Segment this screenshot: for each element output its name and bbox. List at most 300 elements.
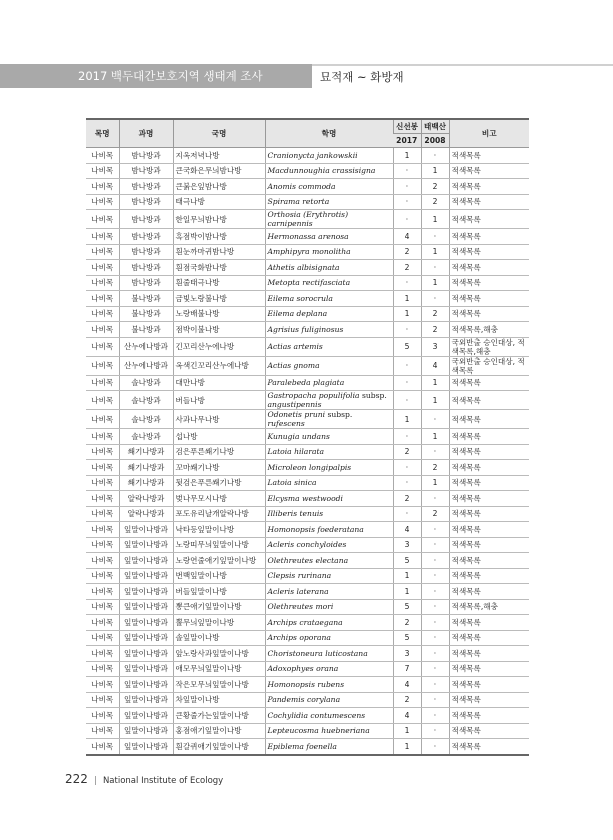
order-cell: 나비목 [86,337,119,356]
table-row [86,460,529,476]
scientific-name-cell: Lepteucosma huebneriana [265,723,393,739]
count-2008-cell: · [421,630,449,646]
table-row [86,723,529,739]
family-cell: 잎말이나방과 [119,599,173,615]
korean-name-cell: 점박이불나방 [173,322,265,338]
korean-name-cell: 작은모무늬잎말이나방 [173,677,265,693]
table-row [86,429,529,445]
scientific-name-cell: Eilema deplana [265,306,393,322]
table-row [86,444,529,460]
scientific-name-part: subsp. [327,410,353,419]
note-cell: 적색목록 [449,148,529,164]
table-row [86,410,529,429]
korean-name-cell: 태극나방 [173,194,265,210]
note-cell: 적색목록 [449,306,529,322]
scientific-name-part: rufescens [267,419,305,428]
family-cell: 밤나방과 [119,194,173,210]
note-cell: 적색목록 [449,475,529,491]
table-row [86,661,529,677]
korean-name-cell: 번백잎말이나방 [173,568,265,584]
family-cell: 잎말이나방과 [119,553,173,569]
scientific-name-cell: Amphipyra monolitha [265,244,393,260]
korean-name-cell: 버들잎말이나방 [173,584,265,600]
korean-name-cell: 뒷검은푸른쐐기나방 [173,475,265,491]
note-cell: 적색목록 [449,229,529,245]
scientific-name-cell: Acleris conchyloides [265,537,393,553]
family-cell: 잎말이나방과 [119,630,173,646]
family-cell: 솔나방과 [119,410,173,429]
table-row [86,615,529,631]
korean-name-cell: 지옥저녁나방 [173,148,265,164]
scientific-name-cell: Agrisius fuliginosus [265,322,393,338]
korean-name-cell: 검은푸른쐐기나방 [173,444,265,460]
count-2017-cell: 7 [393,661,421,677]
scientific-name-cell: Choristoneura luticostana [265,646,393,662]
family-cell: 밤나방과 [119,179,173,195]
species-table [86,118,529,756]
note-cell: 적색목록,해충 [449,322,529,338]
family-cell: 잎말이나방과 [119,522,173,538]
order-cell: 나비목 [86,599,119,615]
note-cell: 적색목록 [449,708,529,724]
scientific-name-cell: Latoia sinica [265,475,393,491]
note-cell: 적색목록 [449,661,529,677]
count-2008-cell: 1 [421,391,449,410]
count-2017-cell: 4 [393,708,421,724]
scientific-name-cell: Cranionycta jankowskii [265,148,393,164]
note-cell: 적색목록 [449,460,529,476]
scientific-name-part: subsp. [361,391,387,400]
count-2008-cell: 4 [421,356,449,375]
family-cell: 불나방과 [119,291,173,307]
order-cell: 나비목 [86,429,119,445]
scientific-name-cell: Homonopsis rubens [265,677,393,693]
count-2017-cell: · [393,356,421,375]
scientific-name-part: Odonetis pruni [267,410,326,419]
family-cell: 알락나방과 [119,506,173,522]
order-cell: 나비목 [86,375,119,391]
note-cell: 적색목록 [449,491,529,507]
scientific-name-part: angustipennis [267,400,322,409]
count-2017-cell: 2 [393,615,421,631]
order-cell: 나비목 [86,306,119,322]
count-2008-cell: · [421,537,449,553]
count-2008-cell: · [421,410,449,429]
table-row [86,229,529,245]
order-cell: 나비목 [86,723,119,739]
family-cell: 불나방과 [119,322,173,338]
count-2017-cell: 2 [393,692,421,708]
scientific-name-cell: Anomis commoda [265,179,393,195]
count-2017-cell: 5 [393,553,421,569]
family-cell: 밤나방과 [119,260,173,276]
count-2017-cell: 4 [393,677,421,693]
family-cell: 솔나방과 [119,429,173,445]
korean-name-cell: 섭나방 [173,429,265,445]
table-row [86,260,529,276]
scientific-name-cell: Macdunnoughia crassisigna [265,163,393,179]
family-cell: 잎말이나방과 [119,677,173,693]
header-site1: 신선봉 [393,119,421,134]
order-cell: 나비목 [86,677,119,693]
count-2008-cell: · [421,739,449,755]
header-scientific-name: 학명 [265,119,393,148]
family-cell: 쐐기나방과 [119,475,173,491]
table-row [86,194,529,210]
order-cell: 나비목 [86,475,119,491]
scientific-name-cell: Illiberis tenuis [265,506,393,522]
header-site2: 태백산 [421,119,449,134]
korean-name-cell: 벚나무모시나방 [173,491,265,507]
note-cell: 적색목록 [449,210,529,229]
note-cell: 적색목록 [449,291,529,307]
korean-name-cell: 한일무늬밤나방 [173,210,265,229]
scientific-name-cell: Adoxophyes orana [265,661,393,677]
note-cell: 적색목록 [449,429,529,445]
count-2008-cell: 1 [421,244,449,260]
scientific-name-cell: Microleon longipalpis [265,460,393,476]
report-title: 2017 백두대간보호지역 생태계 조사 [78,69,263,83]
family-cell: 알락나방과 [119,491,173,507]
order-cell: 나비목 [86,491,119,507]
table-row [86,275,529,291]
family-cell: 밤나방과 [119,229,173,245]
korean-name-cell: 대만나방 [173,375,265,391]
scientific-name-cell: Latoia hilarata [265,444,393,460]
header-site1-year: 2017 [393,134,421,148]
scientific-name-cell: Kunugia undans [265,429,393,445]
count-2008-cell: 2 [421,460,449,476]
table-row [86,568,529,584]
order-cell: 나비목 [86,646,119,662]
count-2008-cell: · [421,291,449,307]
count-2017-cell: · [393,179,421,195]
count-2017-cell: · [393,375,421,391]
count-2008-cell: 2 [421,179,449,195]
count-2008-cell: · [421,148,449,164]
korean-name-cell: 홍점애기잎말이나방 [173,723,265,739]
header-rule [312,64,613,66]
order-cell: 나비목 [86,522,119,538]
note-cell: 적색목록 [449,584,529,600]
note-cell: 국외반출 승인대상, 적색목록 [449,356,529,375]
count-2008-cell: 1 [421,275,449,291]
note-cell: 적색목록 [449,537,529,553]
order-cell: 나비목 [86,739,119,755]
order-cell: 나비목 [86,244,119,260]
count-2017-cell: 3 [393,646,421,662]
order-cell: 나비목 [86,210,119,229]
count-2008-cell: 2 [421,506,449,522]
family-cell: 잎말이나방과 [119,537,173,553]
count-2017-cell: · [393,506,421,522]
order-cell: 나비목 [86,410,119,429]
korean-name-cell: 사과나무나방 [173,410,265,429]
korean-name-cell: 긴꼬리산누에나방 [173,337,265,356]
header-korean-name: 국명 [173,119,265,148]
korean-name-cell: 차잎말이나방 [173,692,265,708]
order-cell: 나비목 [86,148,119,164]
note-cell: 적색목록 [449,506,529,522]
scientific-name-cell [265,410,393,429]
order-cell: 나비목 [86,391,119,410]
note-cell: 적색목록 [449,677,529,693]
scientific-name-cell: Athetis albisignata [265,260,393,276]
count-2008-cell: · [421,661,449,677]
korean-name-cell: 흰눈까마귀밤나방 [173,244,265,260]
family-cell: 잎말이나방과 [119,661,173,677]
scientific-name-cell: Paralebeda plagiata [265,375,393,391]
korean-name-cell: 큰국화은무늬밤나방 [173,163,265,179]
page-footer [65,772,223,786]
count-2008-cell: · [421,229,449,245]
korean-name-cell: 애모무늬잎말이나방 [173,661,265,677]
count-2017-cell: · [393,163,421,179]
korean-name-cell: 옥색긴꼬리산누에나방 [173,356,265,375]
family-cell: 잎말이나방과 [119,723,173,739]
korean-name-cell: 노랑띠무늬잎말이나방 [173,537,265,553]
table-row [86,244,529,260]
count-2017-cell: 3 [393,537,421,553]
korean-name-cell: 꼬마쐐기나방 [173,460,265,476]
scientific-name-cell: Spirama retorta [265,194,393,210]
table-row [86,291,529,307]
note-cell: 적색목록 [449,444,529,460]
page-number: 222 [65,772,88,786]
table-row [86,337,529,356]
count-2017-cell: 1 [393,306,421,322]
count-2017-cell: 2 [393,244,421,260]
order-cell: 나비목 [86,194,119,210]
header-family: 과명 [119,119,173,148]
table-row [86,522,529,538]
korean-name-cell: 앞노랑사과잎말이나방 [173,646,265,662]
family-cell: 잎말이나방과 [119,692,173,708]
table-row [86,692,529,708]
family-cell: 밤나방과 [119,148,173,164]
count-2017-cell: · [393,194,421,210]
note-cell: 적색목록 [449,723,529,739]
family-cell: 산누에나방과 [119,356,173,375]
count-2017-cell: 4 [393,522,421,538]
table-row [86,322,529,338]
count-2008-cell: · [421,584,449,600]
count-2008-cell: 1 [421,163,449,179]
table-row [86,163,529,179]
count-2017-cell: 2 [393,491,421,507]
order-cell: 나비목 [86,460,119,476]
korean-name-cell: 낙타등잎말이나방 [173,522,265,538]
note-cell: 적색목록 [449,553,529,569]
note-cell: 적색목록 [449,522,529,538]
order-cell: 나비목 [86,568,119,584]
count-2017-cell: 5 [393,630,421,646]
count-2017-cell: · [393,460,421,476]
header-order: 목명 [86,119,119,148]
order-cell: 나비목 [86,260,119,276]
count-2008-cell: 2 [421,322,449,338]
count-2008-cell: · [421,568,449,584]
scientific-name-cell: Actias artemis [265,337,393,356]
scientific-name-cell: Homonopsis foederatana [265,522,393,538]
korean-name-cell: 버들나방 [173,391,265,410]
note-cell: 적색목록 [449,194,529,210]
count-2017-cell: 1 [393,584,421,600]
order-cell: 나비목 [86,163,119,179]
family-cell: 잎말이나방과 [119,615,173,631]
note-cell: 적색목록 [449,375,529,391]
family-cell: 쐐기나방과 [119,444,173,460]
table-row [86,708,529,724]
scientific-name-cell: Orthosia (Erythrotis) carnipennis [265,210,393,229]
order-cell: 나비목 [86,708,119,724]
count-2008-cell: · [421,708,449,724]
count-2017-cell: 2 [393,260,421,276]
order-cell: 나비목 [86,356,119,375]
count-2017-cell: 5 [393,337,421,356]
order-cell: 나비목 [86,692,119,708]
order-cell: 나비목 [86,444,119,460]
table-row [86,306,529,322]
korean-name-cell: 흑점박이밤나방 [173,229,265,245]
family-cell: 솔나방과 [119,375,173,391]
table-row [86,584,529,600]
family-cell: 밤나방과 [119,210,173,229]
family-cell: 솔나방과 [119,391,173,410]
note-cell: 적색목록 [449,391,529,410]
table-row [86,630,529,646]
count-2008-cell: 1 [421,475,449,491]
count-2008-cell: 1 [421,429,449,445]
order-cell: 나비목 [86,553,119,569]
count-2008-cell: 3 [421,337,449,356]
count-2017-cell: 1 [393,410,421,429]
order-cell: 나비목 [86,322,119,338]
scientific-name-cell: Eilema sorocrula [265,291,393,307]
count-2008-cell: · [421,692,449,708]
section-title: 묘적재 ~ 화방재 [320,70,404,84]
count-2017-cell: 2 [393,444,421,460]
order-cell: 나비목 [86,584,119,600]
note-cell: 적색목록 [449,739,529,755]
note-cell: 적색목록 [449,568,529,584]
table-row [86,739,529,755]
korean-name-cell: 금빛노랑불나방 [173,291,265,307]
table-row [86,677,529,693]
order-cell: 나비목 [86,179,119,195]
note-cell: 적색목록,해충 [449,599,529,615]
count-2008-cell: · [421,491,449,507]
count-2017-cell: 5 [393,599,421,615]
note-cell: 적색목록 [449,692,529,708]
note-cell: 적색목록 [449,615,529,631]
family-cell: 밤나방과 [119,275,173,291]
scientific-name-cell: Metopta rectifasciata [265,275,393,291]
count-2017-cell: · [393,275,421,291]
organization-name: National Institute of Ecology [102,776,224,786]
count-2017-cell: · [393,391,421,410]
count-2008-cell: · [421,260,449,276]
table-row [86,210,529,229]
header-note: 비고 [449,119,529,148]
order-cell: 나비목 [86,630,119,646]
note-cell: 적색목록 [449,646,529,662]
count-2008-cell: · [421,599,449,615]
table-row [86,475,529,491]
header-site2-year: 2008 [421,134,449,148]
scientific-name-cell: Hermonassa arenosa [265,229,393,245]
table-row [86,646,529,662]
family-cell: 잎말이나방과 [119,708,173,724]
order-cell: 나비목 [86,661,119,677]
korean-name-cell: 큰붉은잎밤나방 [173,179,265,195]
order-cell: 나비목 [86,506,119,522]
table-row [86,179,529,195]
note-cell: 적색목록 [449,244,529,260]
scientific-name-part: Gastropacha populifolia [267,391,360,400]
order-cell: 나비목 [86,291,119,307]
count-2008-cell: · [421,444,449,460]
korean-name-cell: 흰갈퀴애기잎말이나방 [173,739,265,755]
family-cell: 산누에나방과 [119,337,173,356]
count-2008-cell: · [421,553,449,569]
count-2008-cell: · [421,723,449,739]
count-2017-cell: 1 [393,739,421,755]
scientific-name-cell: Pandemis corylana [265,692,393,708]
count-2008-cell: 1 [421,375,449,391]
family-cell: 잎말이나방과 [119,568,173,584]
korean-name-cell: 솔잎말이나방 [173,630,265,646]
scientific-name-cell: Archips crataegana [265,615,393,631]
order-cell: 나비목 [86,615,119,631]
table-row [86,375,529,391]
count-2017-cell: · [393,210,421,229]
count-2008-cell: 1 [421,210,449,229]
table-row [86,506,529,522]
family-cell: 잎말이나방과 [119,646,173,662]
scientific-name-cell: Cochylidia contumescens [265,708,393,724]
count-2017-cell: · [393,429,421,445]
note-cell: 적색목록 [449,260,529,276]
order-cell: 나비목 [86,229,119,245]
scientific-name-cell: Clepsis rurinana [265,568,393,584]
scientific-name-cell: Acleris laterana [265,584,393,600]
running-header-box [0,64,312,88]
note-cell: 적색목록 [449,275,529,291]
count-2008-cell: · [421,615,449,631]
family-cell: 잎말이나방과 [119,739,173,755]
table-row [86,391,529,410]
order-cell: 나비목 [86,537,119,553]
count-2008-cell: · [421,646,449,662]
count-2008-cell: · [421,677,449,693]
footer-separator: | [93,776,97,786]
korean-name-cell: 포도유리날개알락나방 [173,506,265,522]
korean-name-cell: 뽕큰애기잎말이나방 [173,599,265,615]
korean-name-cell: 노랑연줄애기잎말이나방 [173,553,265,569]
table-row [86,537,529,553]
note-cell: 적색목록 [449,630,529,646]
scientific-name-cell [265,391,393,410]
count-2017-cell: 4 [393,229,421,245]
count-2017-cell: 1 [393,148,421,164]
scientific-name-cell: Epiblema foenella [265,739,393,755]
count-2008-cell: 2 [421,306,449,322]
count-2008-cell: 2 [421,194,449,210]
note-cell: 국외반출 승인대상, 적색목록,해충 [449,337,529,356]
scientific-name-cell: Actias gnoma [265,356,393,375]
family-cell: 밤나방과 [119,163,173,179]
